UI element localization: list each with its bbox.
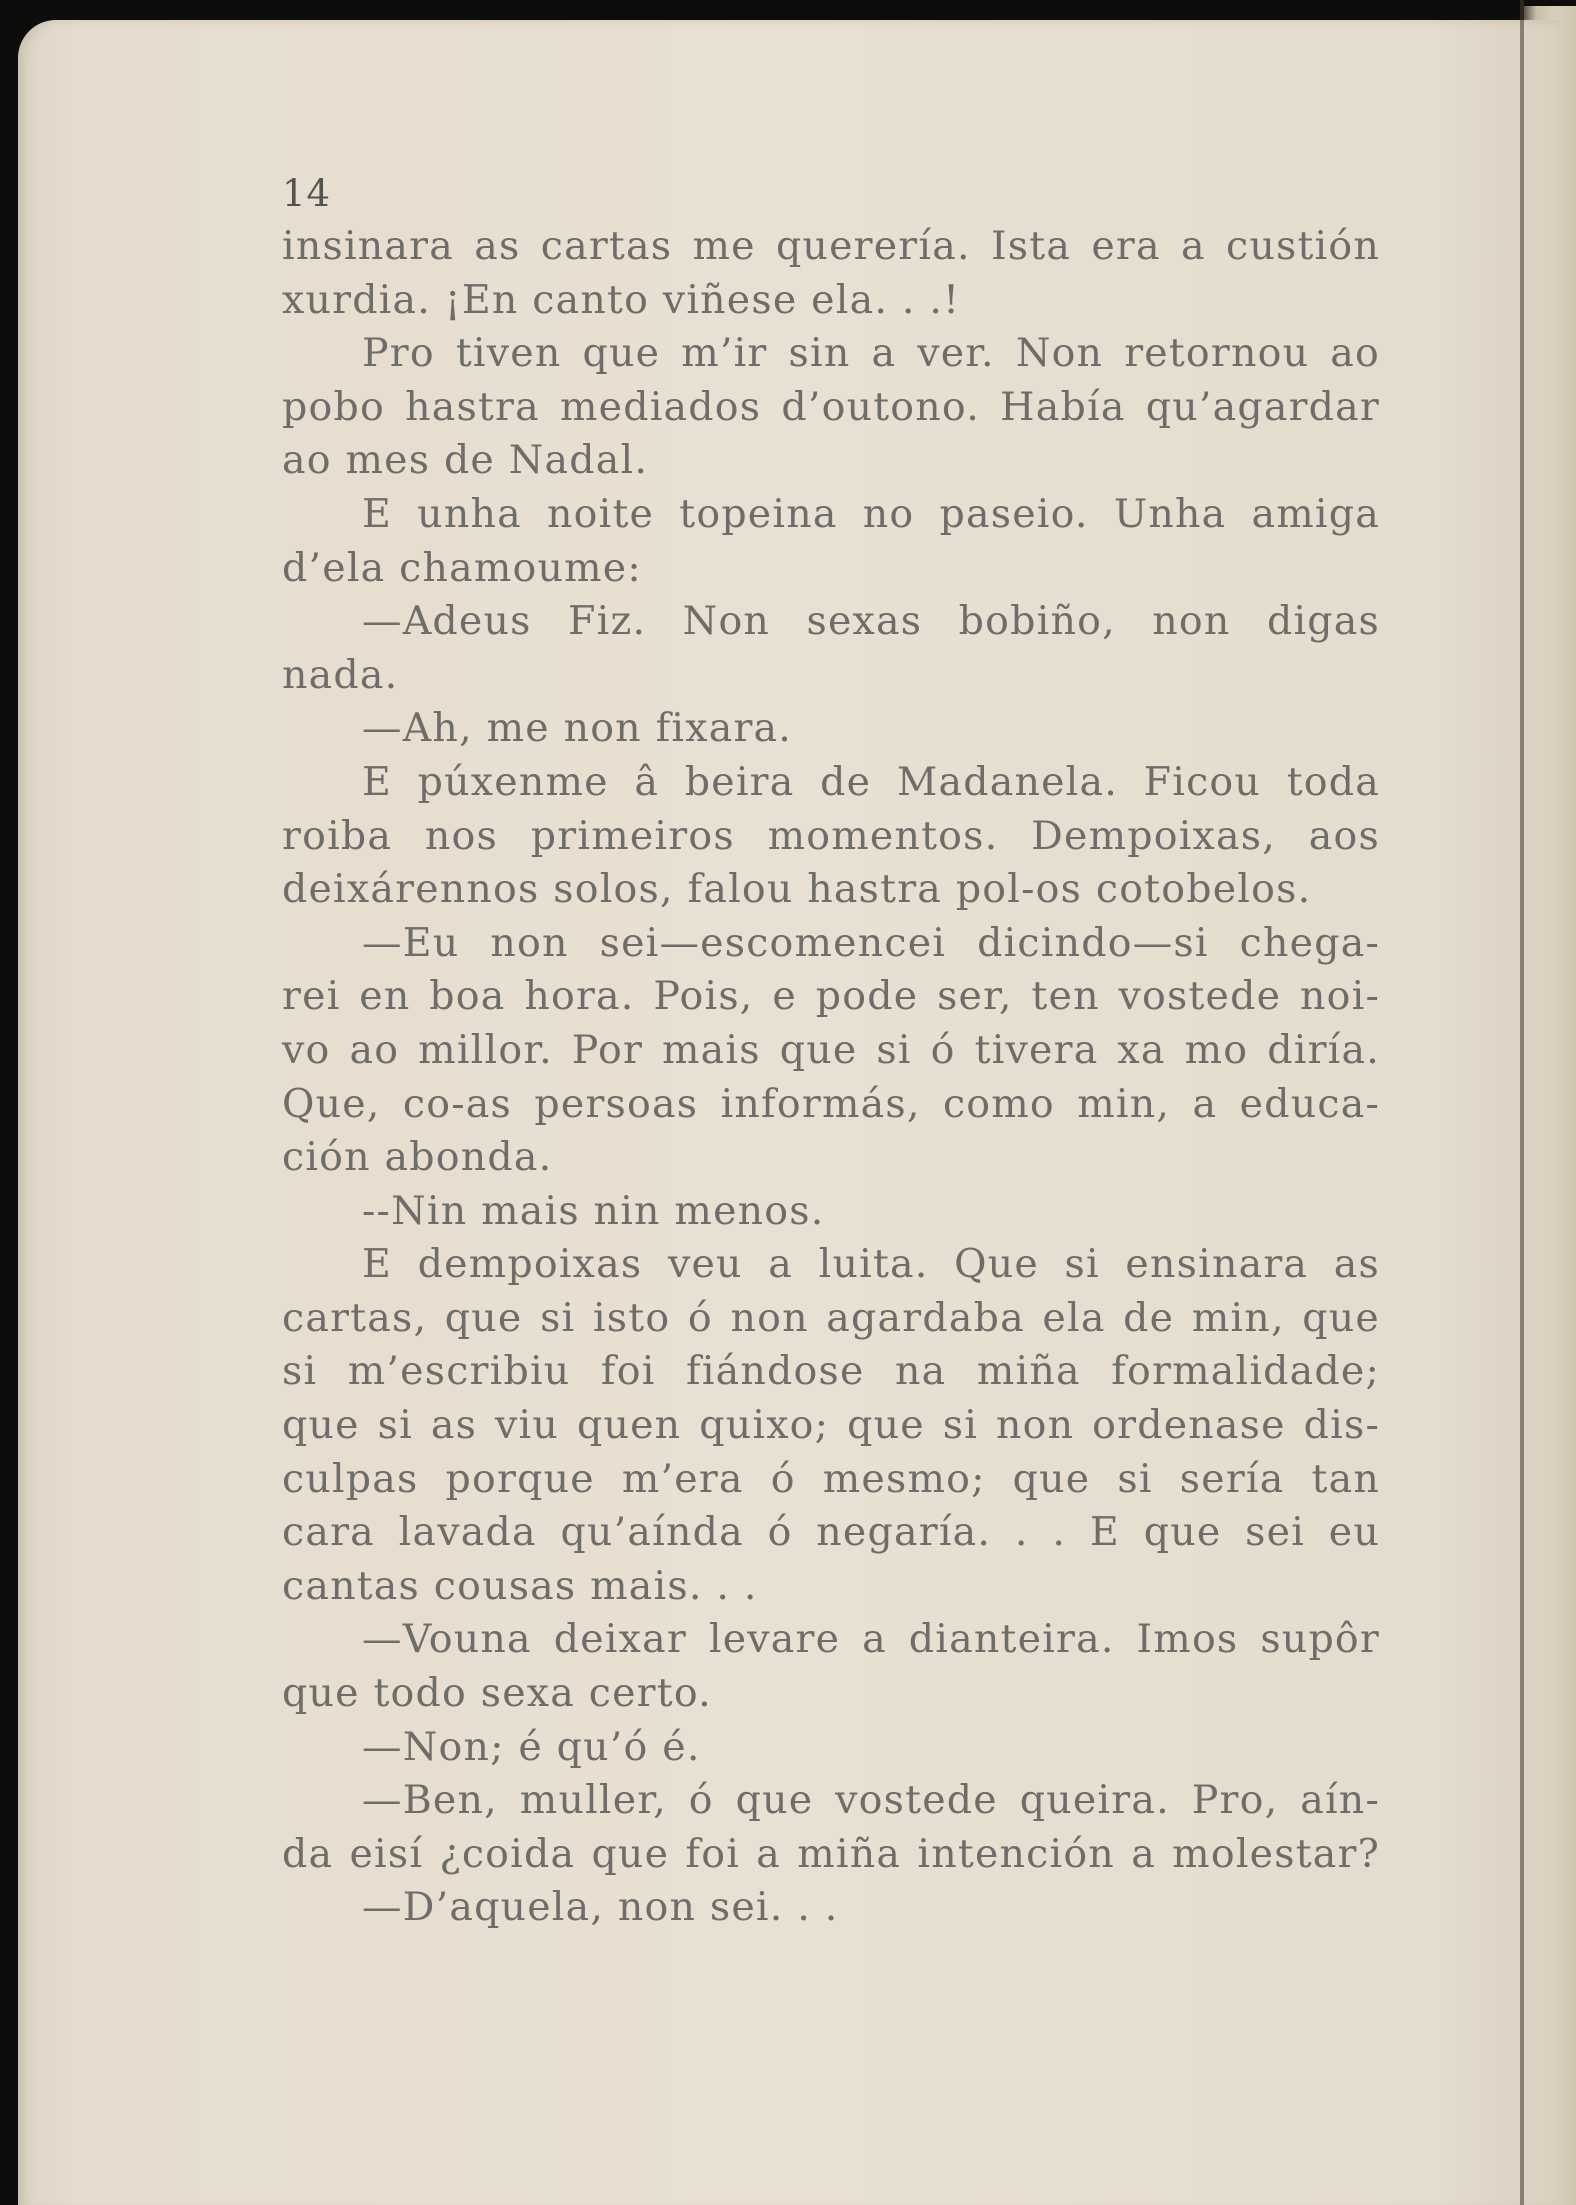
text-line: nada. — [282, 651, 399, 698]
text-line: E unha noite topeina no paseio. Unha amiga — [362, 490, 1380, 537]
text-line: d’ela chamoume: — [282, 544, 642, 591]
text-line: da eisí ¿coida que foi a miña intención a molestar? — [282, 1830, 1380, 1877]
text-line: E dempoixas veu a luita. Que si ensinara as — [362, 1241, 1380, 1288]
text-line: cara lavada qu’aínda ó negaría. . . E que sei eu — [282, 1509, 1380, 1556]
text-line: vo ao millor. Por mais que si ó tivera xa mo diría. — [282, 1026, 1380, 1073]
text-line: roiba nos primeiros momentos. Dempoixas, aos — [282, 812, 1380, 859]
text-line: cartas, que si isto ó non agardaba ela de min, que — [282, 1294, 1380, 1341]
text-line: Que, co-as persoas informás, como min, a educa- — [282, 1080, 1380, 1127]
page-text-block — [282, 172, 1380, 1935]
text-line: —Eu non sei—escomencei dicindo—si chega- — [362, 919, 1380, 966]
text-line: cantas cousas mais. . . — [282, 1562, 758, 1609]
text-line: Pro tiven que m’ir sin a ver. Non retornou ao — [362, 330, 1380, 377]
text-line: si m’escribiu foi fiándose na miña formalidade; — [282, 1348, 1380, 1395]
text-line: insinara as cartas me querería. Ista era a custión — [282, 223, 1380, 269]
text-line: —Adeus Fiz. Non sexas bobiño, non digas — [362, 598, 1380, 645]
text-line: que si as viu quen quixo; que si non ordenase dis- — [282, 1402, 1380, 1449]
text-line: pobo hastra mediados d’outono. Había qu’agardar — [282, 383, 1380, 430]
text-line: —Vouna deixar levare a dianteira. Imos supôr — [362, 1616, 1380, 1663]
text-line: ción abonda. — [282, 1134, 553, 1181]
text-line: ao mes de Nadal. — [282, 437, 649, 484]
page-number: 14 — [282, 172, 332, 215]
text-lines — [282, 220, 1380, 1935]
text-line: xurdia. ¡En canto viñese ela. . .! — [282, 276, 961, 323]
text-line: culpas porque m’era ó mesmo; que si sería tan — [282, 1455, 1380, 1502]
text-line: --Nin mais nin menos. — [362, 1187, 825, 1234]
page-fold-shadow — [1520, 0, 1524, 2205]
text-line: E púxenme â beira de Madanela. Ficou toda — [362, 758, 1380, 805]
text-line: —Ah, me non fixara. — [362, 705, 793, 752]
text-line: que todo sexa certo. — [282, 1670, 712, 1717]
text-line: rei en boa hora. Pois, e pode ser, ten vostede noi- — [282, 973, 1380, 1020]
text-line: —D’aquela, non sei. . . — [362, 1884, 839, 1931]
text-line: —Ben, muller, ó que vostede queira. Pro, aín- — [362, 1777, 1380, 1824]
text-line: deixárennos solos, falou hastra pol-os cotobelos. — [282, 866, 1312, 913]
text-line: —Non; é qu’ó é. — [362, 1723, 701, 1770]
